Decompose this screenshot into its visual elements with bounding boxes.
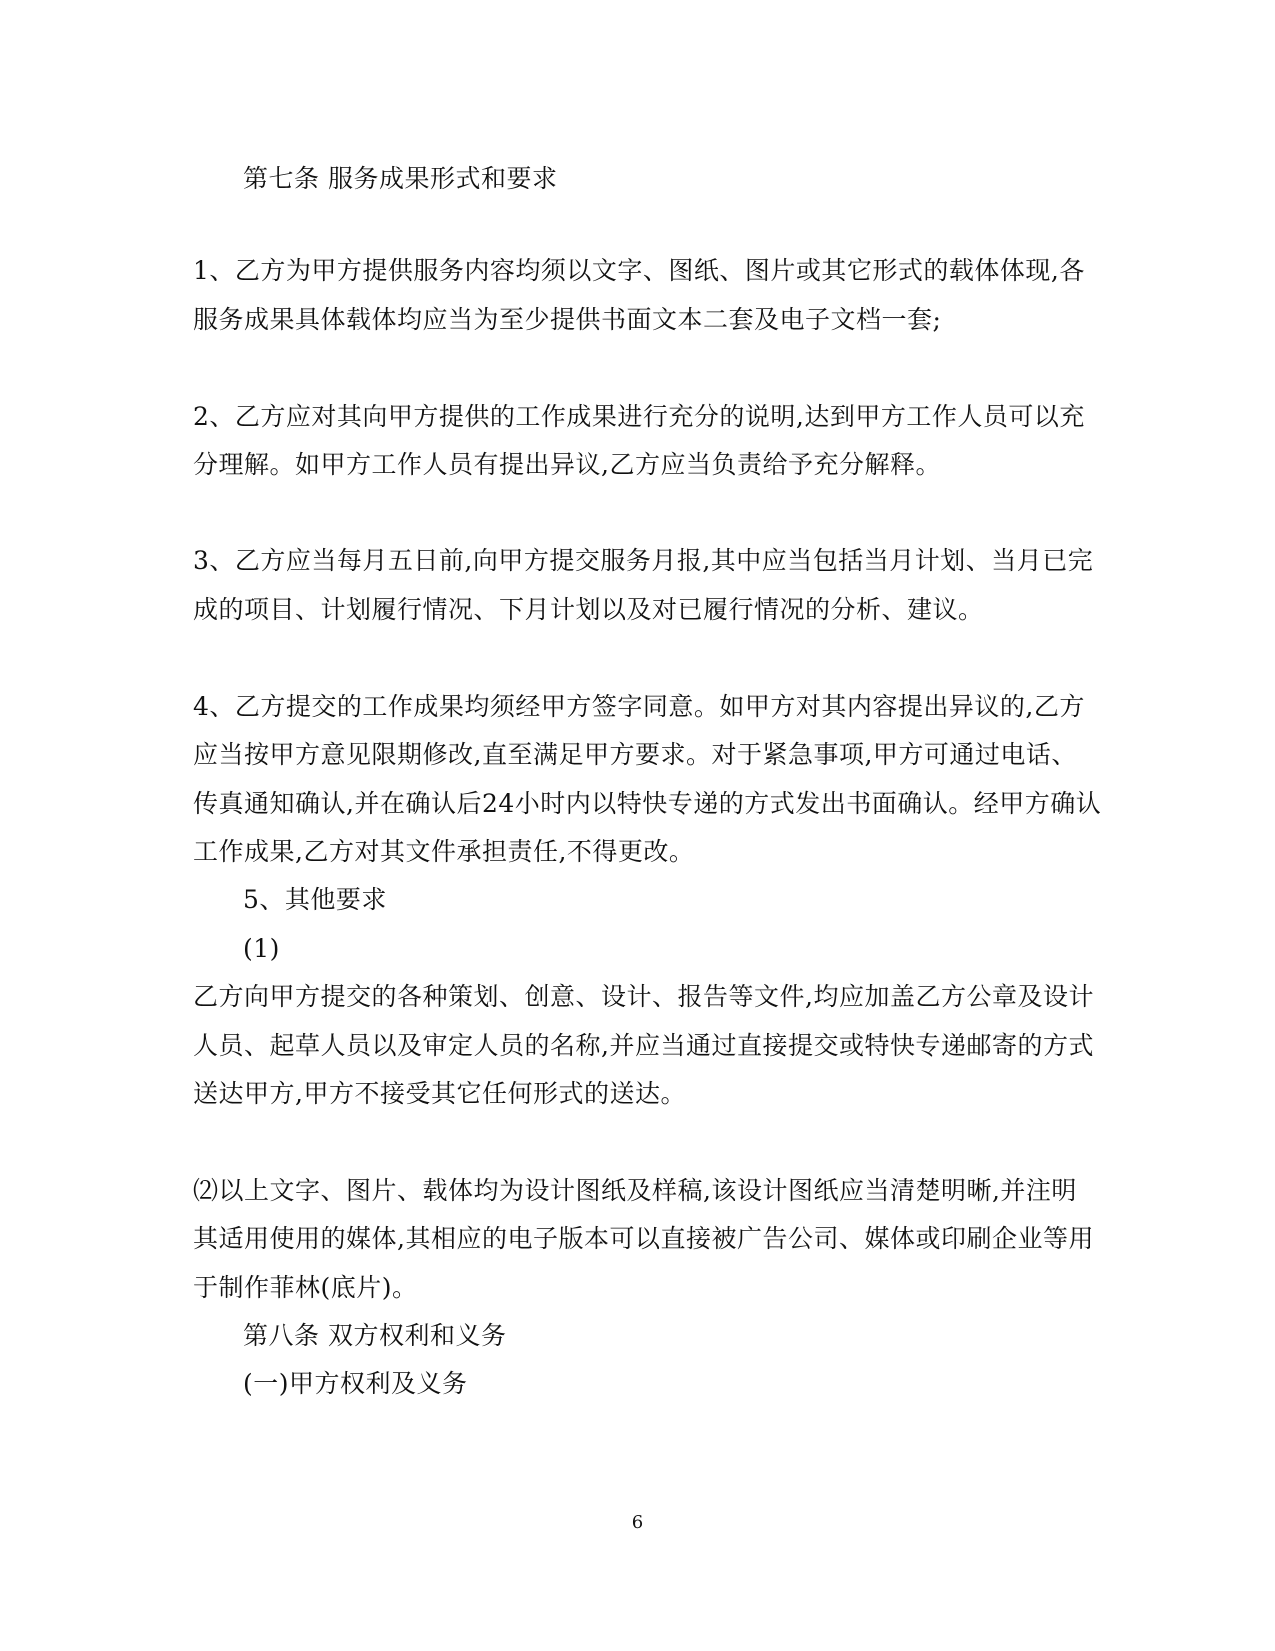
clause-2-line-2: 分理解。如甲方工作人员有提出异议,乙方应当负责给予充分解释。 bbox=[193, 450, 941, 479]
page-number: 6 bbox=[631, 1512, 644, 1533]
subclause-2-line-1: ⑵以上文字、图片、载体均为设计图纸及样稿,该设计图纸应当清楚明晰,并注明 bbox=[193, 1176, 1077, 1205]
clause-4-line-3: 传真通知确认,并在确认后24小时内以特快专递的方式发出书面确认。经甲方确认 bbox=[193, 789, 1102, 818]
clause-5-heading: 5、其他要求 bbox=[243, 885, 387, 914]
clause-2-line-1: 2、乙方应对其向甲方提供的工作成果进行充分的说明,达到甲方工作人员可以充 bbox=[193, 402, 1085, 431]
article-8-heading: 第八条 双方权利和义务 bbox=[243, 1321, 507, 1350]
party-a-rights-heading: (一)甲方权利及义务 bbox=[243, 1369, 468, 1398]
clause-4-line-2: 应当按甲方意见限期修改,直至满足甲方要求。对于紧急事项,甲方可通过电话、 bbox=[193, 740, 1077, 769]
subclause-2-line-2: 其适用使用的媒体,其相应的电子版本可以直接被广告公司、媒体或印刷企业等用 bbox=[193, 1224, 1094, 1253]
subclause-2-line-3: 于制作菲林(底片)。 bbox=[193, 1273, 418, 1302]
article-7-heading: 第七条 服务成果形式和要求 bbox=[243, 164, 558, 193]
subclause-1-label: (1) bbox=[243, 934, 280, 963]
subclause-1-line-2: 人员、起草人员以及审定人员的名称,并应当通过直接提交或特快专递邮寄的方式 bbox=[193, 1031, 1094, 1060]
clause-4-line-1: 4、乙方提交的工作成果均须经甲方签字同意。如甲方对其内容提出异议的,乙方 bbox=[193, 692, 1085, 721]
clause-3-line-1: 3、乙方应当每月五日前,向甲方提交服务月报,其中应当包括当月计划、当月已完 bbox=[193, 546, 1094, 575]
subclause-1-line-3: 送达甲方,甲方不接受其它任何形式的送达。 bbox=[193, 1079, 686, 1108]
clause-4-line-4: 工作成果,乙方对其文件承担责任,不得更改。 bbox=[193, 837, 695, 866]
subclause-1-line-1: 乙方向甲方提交的各种策划、创意、设计、报告等文件,均应加盖乙方公章及设计 bbox=[193, 982, 1094, 1011]
clause-1-line-2: 服务成果具体载体均应当为至少提供书面文本二套及电子文档一套; bbox=[193, 305, 942, 334]
clause-3-line-2: 成的项目、计划履行情况、下月计划以及对已履行情况的分析、建议。 bbox=[193, 595, 984, 624]
clause-1-line-1: 1、乙方为甲方提供服务内容均须以文字、图纸、图片或其它形式的载体体现,各 bbox=[193, 256, 1085, 285]
